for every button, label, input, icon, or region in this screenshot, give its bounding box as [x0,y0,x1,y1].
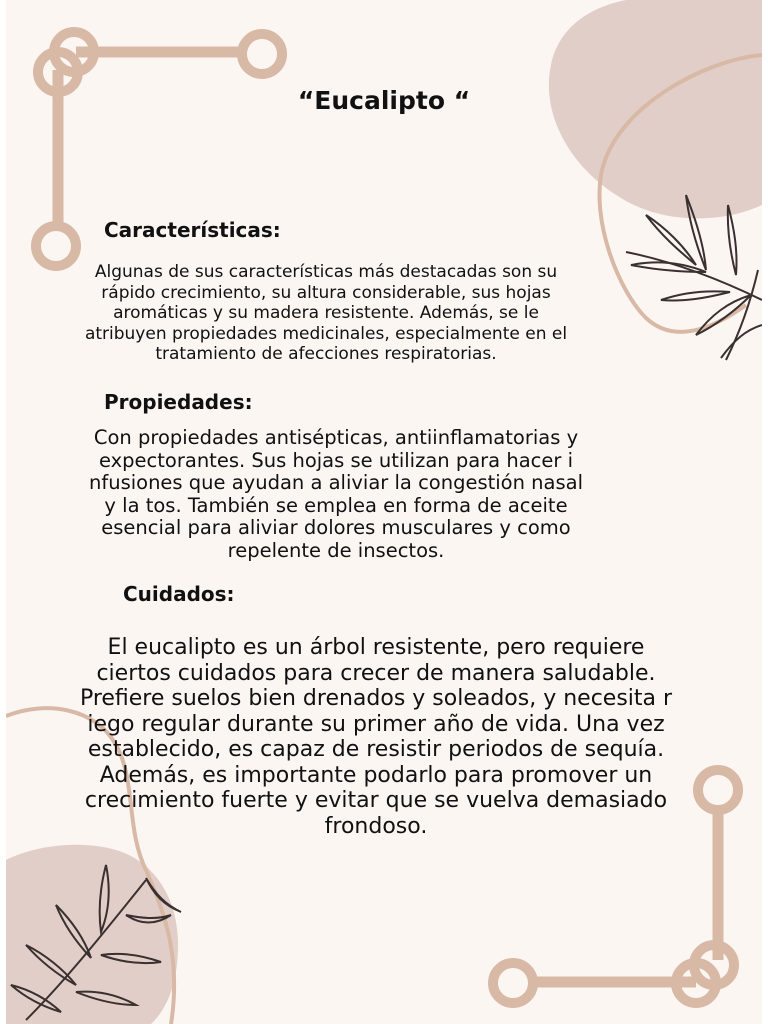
section-text-cuidados: El eucalipto es un árbol resistente, pero requiere ciertos cuidados para crecer de manera saludable. Prefiere suelos bien drenados y soleados, y necesita r iego regular durante su primer año de vida. Una vez establecido, es capaz de resistir periodos de sequía. Además, es importante podarlo para promover un crecimiento fuerte y evitar que se vuelva demasiado frondoso. [79,635,673,839]
section-text-caracteristicas: Algunas de sus características más destacadas son su rápido crecimiento, su altura considerable, sus hojas aromáticas y su madera resistente. Además, se le atribuyen propiedades medicinales, especialmente en el tratamiento de afecciones respiratorias. [84,262,568,364]
section-heading-cuidados: Cuidados: [123,582,235,606]
section-heading-caracteristicas: Características: [104,218,281,242]
document-page [6,0,762,1024]
section-text-propiedades: Con propiedades antisépticas, antiinflamatorias y expectorantes. Sus hojas se utilizan para hacer i nfusiones que ayudan a aliviar la congestión nasal y la tos. También se emplea en forma de aceite esencial para aliviar dolores musculares y como repelente de insectos. [88,426,584,562]
section-heading-propiedades: Propiedades: [104,390,253,414]
page-title: “Eucalipto “ [297,86,471,115]
leaf-branch-icon [626,195,762,360]
